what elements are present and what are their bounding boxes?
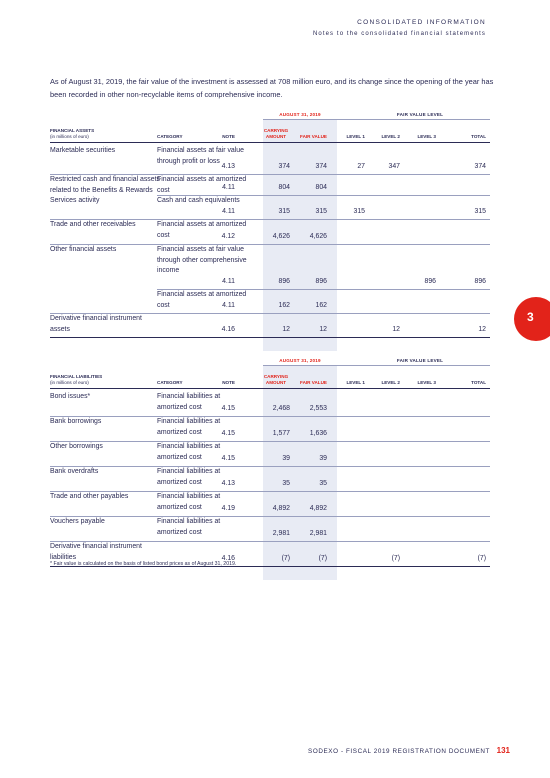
row-fair: 4,892 [309, 505, 327, 512]
row-label: Other borrowings [50, 443, 103, 450]
row-carrying: 2,981 [272, 530, 290, 537]
footnote: * Fair value is calculated on the basis of listed bond prices as of August 31, 2019. [50, 561, 237, 567]
column-header-level-2: LEVEL 2 [381, 134, 400, 139]
row-fair: 162 [315, 302, 327, 309]
row-fair: 4,626 [309, 233, 327, 240]
table-row [50, 244, 490, 289]
row-fair: 2,981 [309, 530, 327, 537]
row-note: 4.16 [221, 555, 235, 562]
table-row [50, 441, 490, 466]
row-total: 374 [474, 163, 486, 170]
row-fair: 896 [315, 278, 327, 285]
row-carrying: 35 [282, 480, 290, 487]
row-category: Financial assets at amortized cost [157, 176, 247, 194]
row-category: Cash and cash equivalents [157, 197, 240, 204]
row-label: Restricted cash and financial assets related to the Benefits & Rewards Services activity [50, 176, 160, 204]
row-l2: (7) [391, 555, 400, 562]
row-carrying: 4,892 [272, 505, 290, 512]
column-header-note: NOTE [222, 134, 235, 139]
row-l2: 347 [388, 163, 400, 170]
row-carrying: 12 [282, 326, 290, 333]
row-note: 4.11 [222, 278, 235, 285]
row-carrying: 1,577 [272, 430, 290, 437]
row-l1: 315 [353, 208, 365, 215]
row-category: Financial liabilities at amortized cost [157, 493, 221, 511]
row-category: Financial assets at amortized cost [157, 291, 247, 309]
header-rule [50, 142, 490, 143]
column-header-level-3: LEVEL 3 [417, 134, 436, 139]
row-label: Marketable securities [50, 147, 116, 154]
row-l1: 27 [357, 163, 365, 170]
column-header-title [50, 128, 160, 140]
table-bottom-rule [50, 337, 490, 338]
column-header-total: TOTAL [471, 134, 486, 139]
row-fair: 12 [319, 326, 327, 333]
table-row [50, 416, 490, 441]
column-header-fair-value: FAIR VALUE [300, 380, 327, 385]
row-category: Financial liabilities at amortized cost [157, 418, 221, 436]
row-carrying: (7) [281, 555, 290, 562]
row-fair: 35 [319, 480, 327, 487]
row-label: Vouchers payable [50, 518, 105, 525]
row-fair: (7) [318, 555, 327, 562]
column-header-carrying-amount: CARRYING AMOUNT [263, 128, 289, 139]
table-row [50, 219, 490, 244]
column-header-title-text: FINANCIAL ASSETS [50, 128, 95, 133]
column-header-level-1: LEVEL 1 [346, 134, 365, 139]
row-category: Financial liabilities at amortized cost [157, 518, 221, 536]
group-header-rule [263, 365, 490, 366]
row-note: 4.11 [222, 184, 235, 191]
intro-paragraph: As of August 31, 2019, the fair value of the investment is assessed at 708 million euro, and its change since the opening of the year has been recorded in other non-recyclable items of comprehensive income. [50, 77, 494, 99]
row-note: 4.15 [221, 405, 235, 412]
table-row [50, 145, 490, 174]
chapter-tab: 3 [514, 297, 550, 341]
row-category: Financial liabilities at amortized cost [157, 468, 221, 486]
row-note: 4.16 [221, 326, 235, 333]
column-header-title-text: FINANCIAL LIABILITIES [50, 374, 103, 379]
column-header-level-2: LEVEL 2 [381, 380, 400, 385]
header-rule [50, 388, 490, 389]
row-fair: 39 [319, 455, 327, 462]
row-label: Bank overdrafts [50, 468, 99, 475]
row-note: 4.15 [221, 455, 235, 462]
group-header-fair-value-level: FAIR VALUE LEVEL [396, 358, 444, 363]
table-row [50, 289, 490, 313]
row-l2: 12 [392, 326, 400, 333]
row-category: Financial liabilities at amortized cost [157, 393, 221, 411]
group-header-date: AUGUST 31, 2019 [279, 358, 321, 363]
row-category: Financial assets at amortized cost [157, 221, 247, 239]
row-label: Trade and other payables [50, 493, 129, 500]
row-fair: 374 [315, 163, 327, 170]
table-row [50, 313, 490, 337]
row-carrying: 896 [278, 278, 290, 285]
column-header-category: CATEGORY [157, 134, 183, 139]
row-total: (7) [477, 555, 486, 562]
column-header-level-3: LEVEL 3 [417, 380, 436, 385]
row-fair: 315 [315, 208, 327, 215]
row-carrying: 804 [278, 184, 290, 191]
table-row [50, 391, 490, 416]
row-note: 4.15 [221, 430, 235, 437]
column-header-carrying-amount: CARRYING AMOUNT [263, 374, 289, 385]
row-label: Trade and other receivables [50, 221, 136, 228]
group-header-rule [263, 119, 490, 120]
row-label: Other financial assets [50, 246, 117, 253]
row-carrying: 4,626 [272, 233, 290, 240]
section-subtitle: Notes to the consolidated financial statements [312, 31, 486, 37]
column-header-total: TOTAL [471, 380, 486, 385]
row-label: Bond issues* [50, 393, 91, 400]
table-row [50, 491, 490, 516]
row-l3: 896 [424, 278, 436, 285]
row-category: Financial liabilities at amortized cost [157, 443, 221, 461]
row-note: 4.19 [221, 505, 235, 512]
row-total: 896 [474, 278, 486, 285]
row-carrying: 2,468 [272, 405, 290, 412]
row-carrying: 315 [278, 208, 290, 215]
row-label: Derivative financial instrument liabilities [50, 543, 142, 561]
column-header-fair-value: FAIR VALUE [300, 134, 327, 139]
column-header-title [50, 374, 160, 386]
row-category: Financial assets at fair value through profit or loss [157, 147, 244, 165]
row-fair: 1,636 [309, 430, 327, 437]
column-header-note: NOTE [222, 380, 235, 385]
section-title: CONSOLIDATED INFORMATION [357, 19, 486, 26]
page-number: 131 [496, 746, 510, 755]
row-category: Financial assets at fair value through other comprehensive income [157, 246, 247, 274]
financial-liabilities-table [50, 347, 490, 578]
row-note: 4.13 [221, 163, 235, 170]
column-header-level-1: LEVEL 1 [346, 380, 365, 385]
row-note: 4.11 [222, 302, 235, 309]
row-label: Bank borrowings [50, 418, 102, 425]
table-row [50, 516, 490, 541]
column-header-category: CATEGORY [157, 380, 183, 385]
financial-assets-table [50, 101, 490, 349]
group-header-date: AUGUST 31, 2019 [279, 112, 321, 117]
row-note: 4.12 [221, 233, 235, 240]
table-row [50, 466, 490, 491]
table-row [50, 195, 490, 219]
row-carrying: 162 [278, 302, 290, 309]
row-label: Derivative financial instrument assets [50, 315, 142, 333]
row-fair: 2,553 [309, 405, 327, 412]
row-fair: 804 [315, 184, 327, 191]
column-header-unit: (in millions of euro) [50, 134, 89, 139]
column-header-unit: (in millions of euro) [50, 380, 89, 385]
footer-text: SODEXO - FISCAL 2019 REGISTRATION DOCUMENT [308, 748, 490, 755]
group-header-fair-value-level: FAIR VALUE LEVEL [396, 112, 444, 117]
row-total: 12 [478, 326, 486, 333]
row-total: 315 [474, 208, 486, 215]
row-carrying: 374 [278, 163, 290, 170]
row-note: 4.13 [221, 480, 235, 487]
row-carrying: 39 [282, 455, 290, 462]
row-note: 4.11 [222, 208, 235, 215]
